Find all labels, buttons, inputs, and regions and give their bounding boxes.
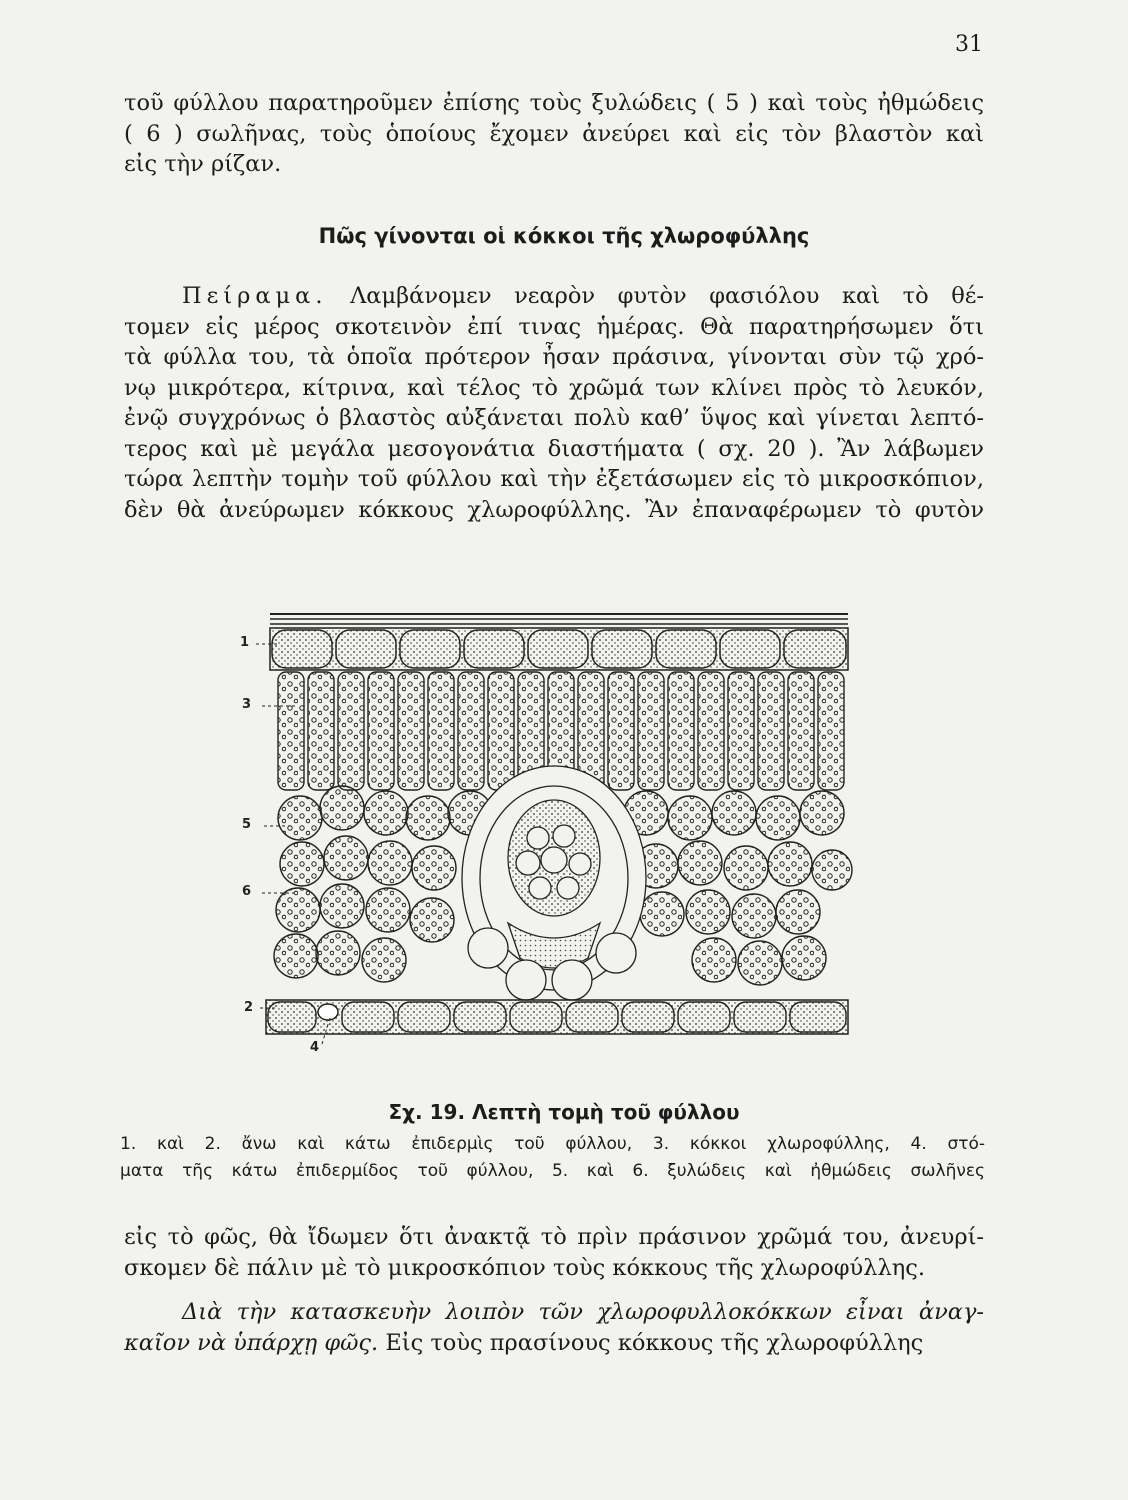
stoma xyxy=(318,1004,338,1020)
text-line xyxy=(124,281,984,312)
figure-label: 2 xyxy=(244,1000,254,1015)
text-line: ἐνῷ συγχρόνως ὁ βλαστὸς αὐξάνεται πολὺ καθ’ ὕψος καὶ γίνεται λεπτό- xyxy=(124,405,984,431)
experiment-label: Πείραμα. xyxy=(182,283,328,309)
vascular-bundle xyxy=(462,766,646,1000)
text-line: δὲν θὰ ἀνεύρωμεν κόκκους χλωροφύλλης. Ἂν ἐπαναφέρωμεν τὸ φυτὸν xyxy=(124,496,984,523)
caption-line: 1. καὶ 2. ἄνω καὶ κάτω ἐπιδερμὶς τοῦ φύλλου, 3. κόκκοι χλωροφύλλης, 4. στό- xyxy=(120,1134,985,1154)
text-line: τερος καὶ μὲ μεγάλα μεσογονάτια διαστήματα ( σχ. 20 ). Ἂν λάβωμεν xyxy=(124,435,984,462)
final-paragraph xyxy=(124,1297,984,1358)
after-figure-paragraph xyxy=(124,1222,984,1283)
text-line: σκομεν δὲ πάλιν μὲ τὸ μικροσκόπιον τοὺς κόκκους τῆς χλωροφύλλης. xyxy=(124,1254,925,1281)
section-heading: Πῶς γίνονται οἱ κόκκοι τῆς χλωροφύλλης xyxy=(318,224,810,248)
text-line: ( 6 ) σωλῆνας, τοὺς ὁποίους ἔχομεν ἀνεύρει καὶ εἰς τὸν βλαστὸν καὶ xyxy=(124,120,984,147)
text-line: Διὰ τὴν κατασκευὴν λοιπὸν τῶν χλωροφυλλοκόκκων εἶναι ἀναγ- xyxy=(182,1299,984,1325)
text-line: τοῦ φύλλου παρατηροῦμεν ἐπίσης τοὺς ξυλώδεις ( 5 ) καὶ τοὺς ἠθμώδεις xyxy=(124,90,984,116)
text-segment: Εἰς τοὺς πρασίνους κόκκους τῆς χλωροφύλλης xyxy=(385,1329,924,1356)
experiment-paragraph xyxy=(124,281,984,525)
leaf-cross-section-figure xyxy=(238,608,868,1058)
page-number: 31 xyxy=(955,32,983,57)
figure-label: 4 xyxy=(310,1040,320,1055)
figure-label: 1 xyxy=(240,635,250,650)
lower-epidermis xyxy=(266,1000,848,1034)
text-segment: καῖον νὰ ὑπάρχῃ φῶς. xyxy=(124,1329,379,1356)
text-line: εἰς τὴν ρίζαν. xyxy=(124,151,282,177)
figure-label: 6 xyxy=(242,884,252,899)
text-line: τομεν εἰς μέρος σκοτεινὸν ἐπί τινας ἡμέρας. Θὰ παρατηρήσωμεν ὅτι xyxy=(124,313,984,340)
figure-caption xyxy=(120,1131,985,1185)
text-line: εἰς τὸ φῶς, θὰ ἴδωμεν ὅτι ἀνακτᾷ τὸ πρὶν πράσινον χρῶμά του, ἀνευρί- xyxy=(124,1224,984,1250)
caption-line: ματα τῆς κάτω ἐπιδερμίδος τοῦ φύλλου, 5. καὶ 6. ξυλώδεις καὶ ἠθμώδεις σωλῆνες xyxy=(120,1161,985,1181)
figure-caption-title: Σχ. 19. Λεπτὴ τομὴ τοῦ φύλλου xyxy=(388,1100,740,1124)
figure-label: 3 xyxy=(242,697,252,712)
intro-paragraph xyxy=(124,88,984,180)
figure-label: 5 xyxy=(242,817,252,832)
text-line: τώρα λεπτὴν τομὴν τοῦ φύλλου καὶ τὴν ἐξετάσωμεν εἰς τὸ μικροσκόπιον, xyxy=(124,466,984,492)
text-line: τὰ φύλλα του, τὰ ὁποῖα πρότερον ἦσαν πράσινα, γίνονται σὺν τῷ χρό- xyxy=(124,344,984,370)
text-line xyxy=(124,1328,984,1359)
leaf-section-drawing xyxy=(238,608,868,1058)
upper-epidermis xyxy=(270,628,848,670)
text-segment: Λαμβάνομεν νεαρὸν φυτὸν φασιόλου καὶ τὸ θέ- xyxy=(350,283,984,309)
text-line: νῳ μικρότερα, κίτρινα, καὶ τέλος τὸ χρῶμά των κλίνει πρὸς τὸ λευκόν, xyxy=(124,374,984,401)
